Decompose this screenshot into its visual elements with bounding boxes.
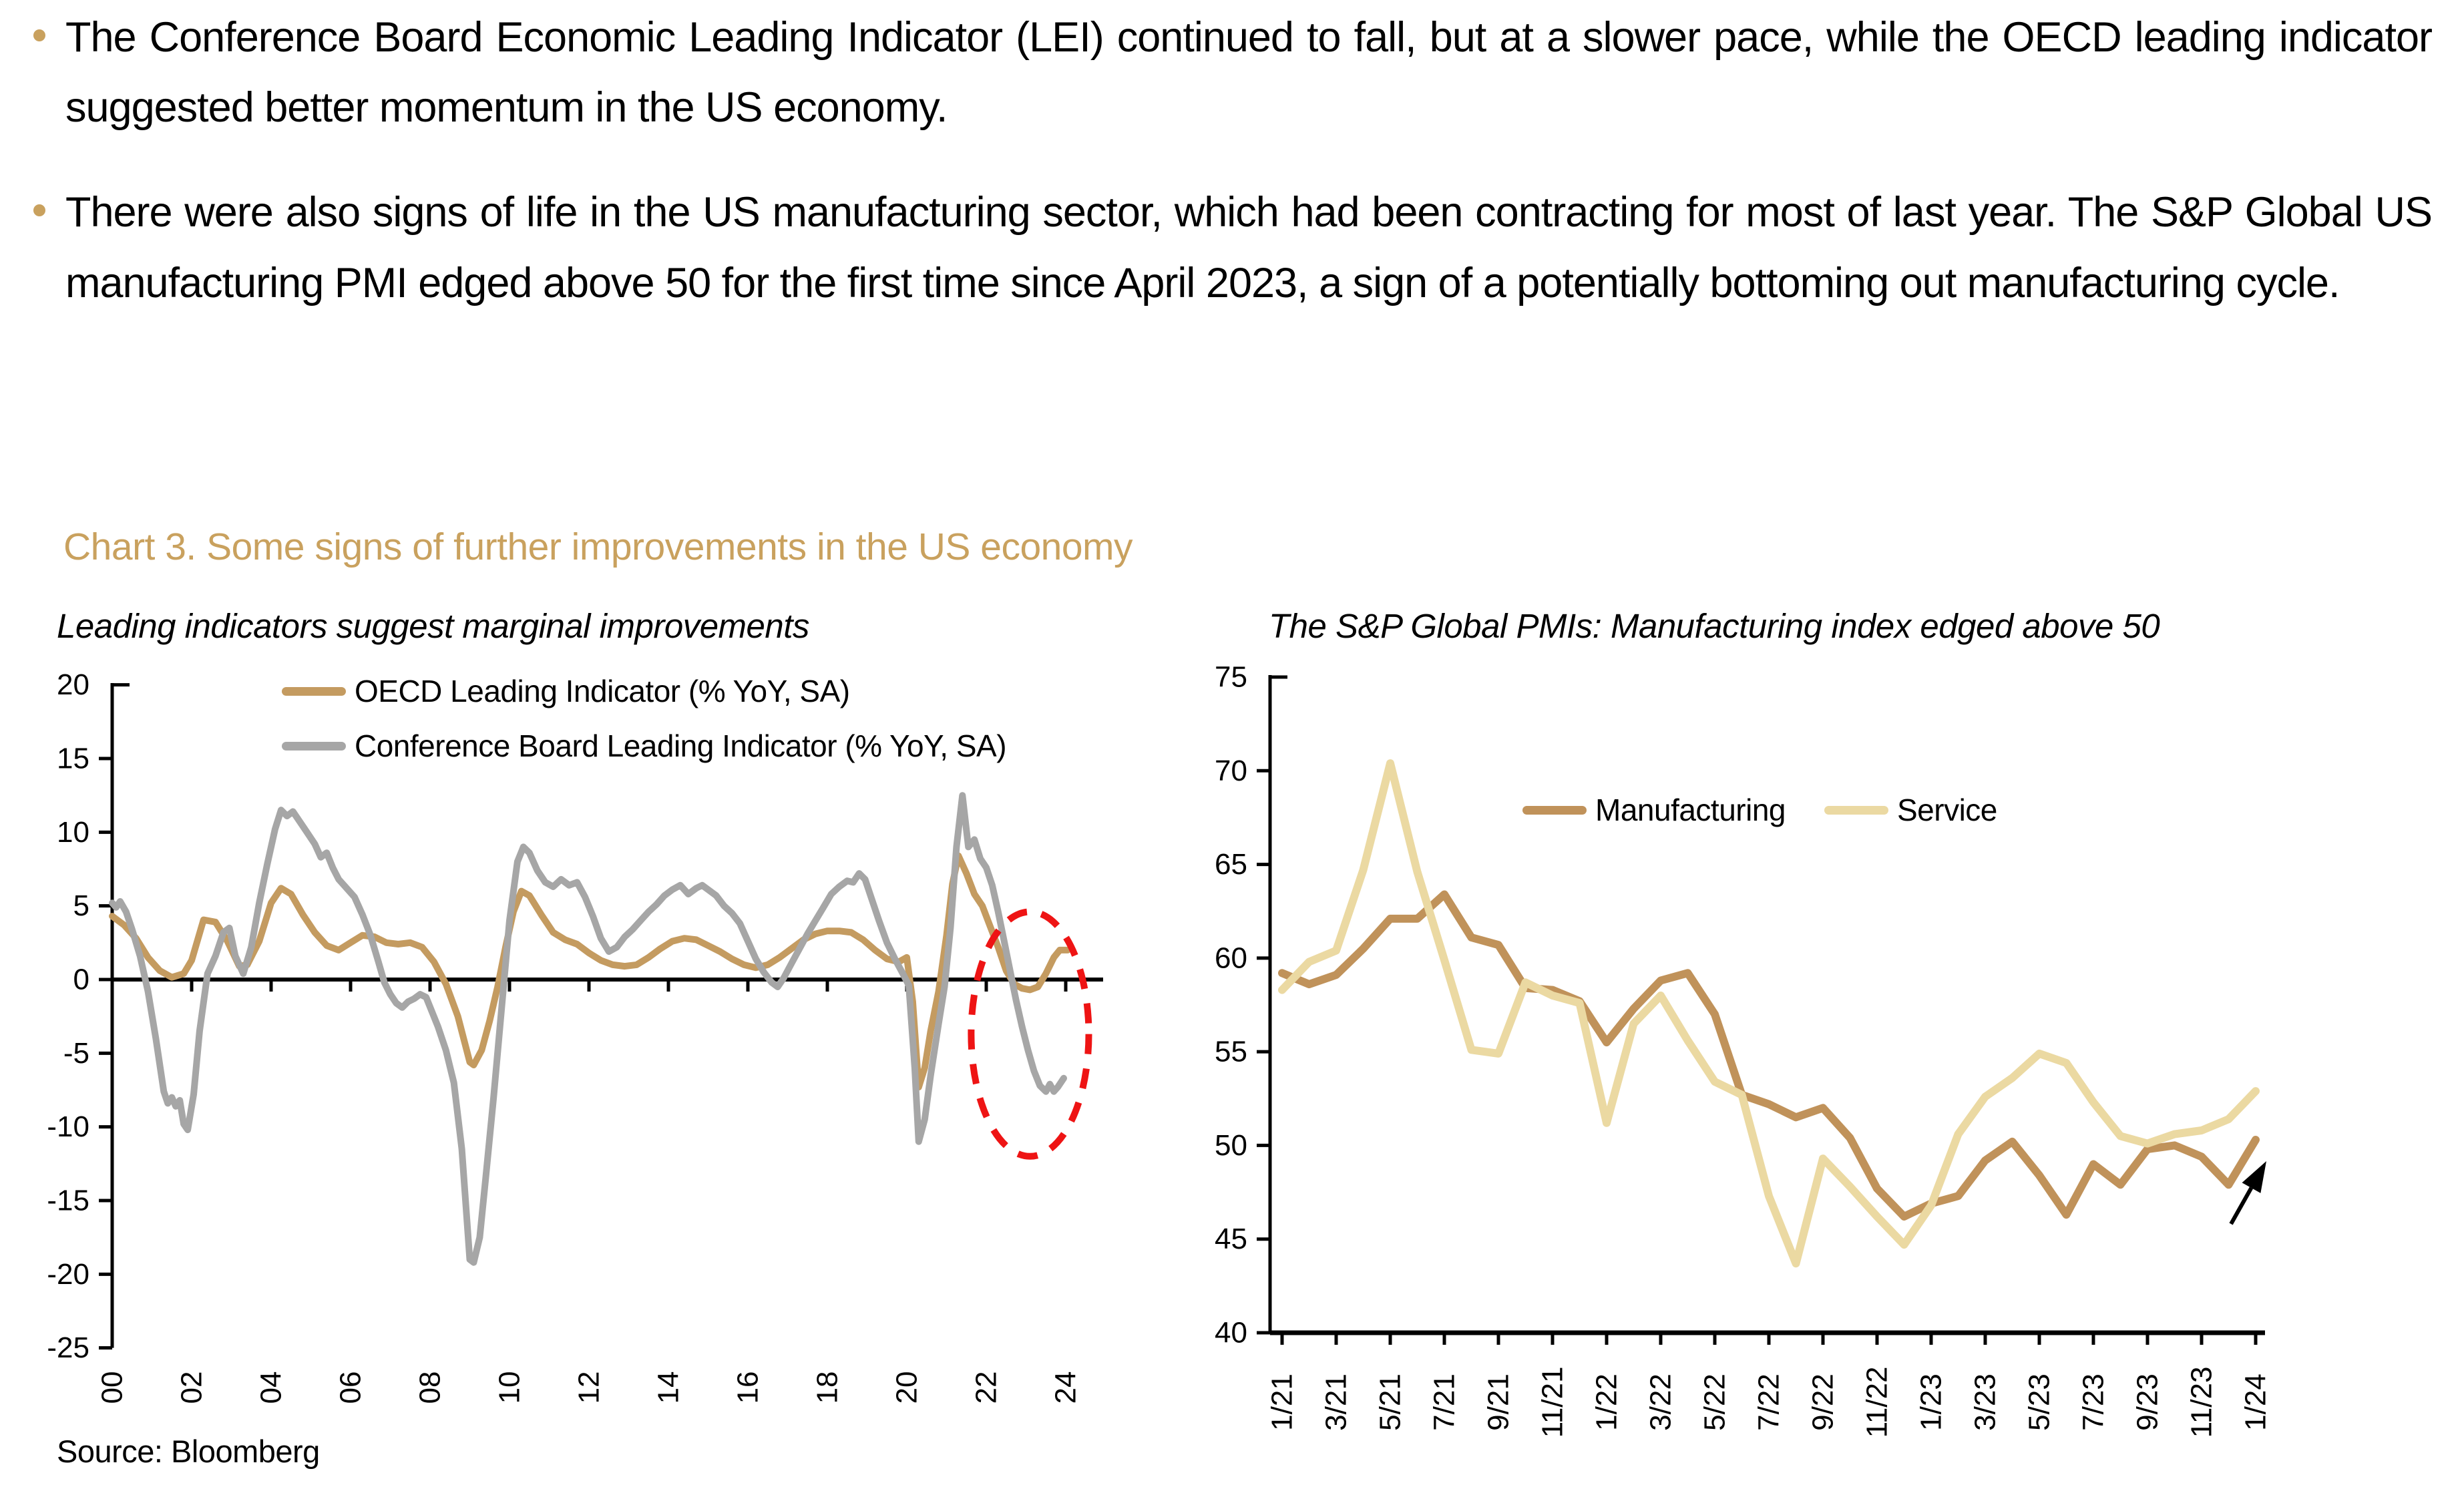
right-chart-x-tick-label: 11/22: [1860, 1366, 1894, 1438]
right-chart-x-tick-label: 1/22: [1590, 1373, 1623, 1431]
right-chart-x-tick-label: 7/21: [1428, 1373, 1461, 1431]
left-chart-subtitle: Leading indicators suggest marginal improvements: [57, 607, 809, 645]
oecd-line-swatch-icon: [282, 687, 346, 696]
right-chart-x-tick-label: 11/21: [1536, 1366, 1569, 1438]
highlight-ellipse: [971, 911, 1088, 1156]
manufacturing-line-swatch-icon: [1522, 806, 1587, 815]
legend-item-oecd: [282, 664, 1006, 718]
service-line: [1282, 763, 2256, 1263]
left-chart-y-tick-label: -5: [63, 1036, 89, 1070]
annotation-arrow-head-icon: [2242, 1161, 2266, 1193]
legend-label-manufacturing: Manufacturing: [1595, 793, 1786, 827]
bullet-text-1: The Conference Board Economic Leading Indicator (LEI) continued to fall, but at a slower pace, while the OECD leading indicator suggested better momentum in the US economy.: [65, 14, 2432, 132]
right-chart-y-tick-label: 55: [1215, 1035, 1247, 1068]
bullet-item-1: [33, 3, 2432, 143]
left-chart-x-tick-label: 14: [652, 1371, 685, 1404]
right-chart-legend: [1522, 787, 1997, 833]
legend-label-service: Service: [1897, 793, 1997, 827]
right-chart-y-tick-label: 70: [1215, 754, 1247, 787]
legend-label-oecd: OECD Leading Indicator (% YoY, SA): [355, 674, 850, 708]
left-chart-x-tick-label: 16: [731, 1371, 765, 1404]
left-chart-legend: [282, 664, 1006, 773]
legend-item-conference: [282, 718, 1006, 773]
left-chart-x-tick-label: 18: [811, 1371, 844, 1404]
bullet-icon: [33, 204, 45, 216]
left-chart-x-tick-label: 20: [890, 1371, 923, 1404]
right-chart-x-tick-label: 9/23: [2131, 1373, 2164, 1431]
right-chart-x-tick-label: 7/22: [1752, 1373, 1786, 1431]
right-chart-x-tick-label: 9/22: [1806, 1373, 1840, 1431]
left-chart-x-tick-label: 12: [572, 1371, 606, 1404]
right-chart-x-tick-label: 3/23: [1969, 1373, 2002, 1431]
oecd-line: [112, 856, 1068, 1088]
left-chart-y-tick-label: -20: [47, 1257, 89, 1291]
summary-bullets: [33, 3, 2432, 353]
right-chart-y-tick-label: 40: [1215, 1316, 1247, 1349]
right-chart-y-tick-label: 65: [1215, 848, 1247, 881]
left-chart-x-tick-label: 02: [175, 1371, 208, 1404]
left-chart-x-tick-label: 08: [413, 1371, 447, 1404]
legend-label-conference: Conference Board Leading Indicator (% YoY, SA): [355, 728, 1007, 763]
right-chart-y-tick-label: 60: [1215, 941, 1247, 975]
charts-canvas: [0, 654, 2464, 1489]
right-chart-x-tick-label: 1/21: [1265, 1373, 1299, 1431]
bullet-icon: [33, 29, 45, 41]
right-chart-x-tick-label: 5/22: [1698, 1373, 1731, 1431]
left-chart: [47, 668, 1103, 1404]
left-chart-y-tick-label: 0: [73, 963, 89, 996]
left-chart-x-tick-label: 24: [1049, 1371, 1082, 1404]
right-chart-x-tick-label: 5/23: [2023, 1373, 2056, 1431]
right-chart-x-tick-label: 1/23: [1914, 1373, 1948, 1431]
legend-item-manufacturing: [1522, 787, 1786, 833]
right-chart-x-tick-label: 3/22: [1644, 1373, 1677, 1431]
right-chart-y-tick-label: 45: [1215, 1223, 1247, 1256]
annotation-arrow-shaft: [2231, 1188, 2251, 1224]
right-chart-y-tick-label: 75: [1215, 660, 1247, 694]
right-chart-x-tick-label: 5/21: [1374, 1373, 1407, 1431]
left-chart-x-tick-label: 10: [493, 1371, 526, 1404]
left-chart-x-tick-label: 06: [334, 1371, 367, 1404]
right-chart-subtitle: The S&P Global PMIs: Manufacturing index edged above 50: [1269, 607, 2160, 645]
left-chart-y-tick-label: 5: [73, 889, 89, 923]
right-chart-x-tick-label: 7/23: [2077, 1373, 2110, 1431]
conference-line-swatch-icon: [282, 742, 346, 751]
left-chart-x-tick-label: 22: [970, 1371, 1003, 1404]
right-chart-x-tick-label: 3/21: [1319, 1373, 1353, 1431]
right-chart-y-tick-label: 50: [1215, 1128, 1247, 1162]
left-chart-y-tick-label: 15: [57, 742, 89, 775]
left-chart-y-tick-label: -10: [47, 1110, 89, 1144]
left-chart-y-tick-label: -15: [47, 1184, 89, 1217]
bullet-text-2: There were also signs of life in the US manufacturing sector, which had been contracting for most of last year. The S&P Global US manufacturing PMI edged above 50 for the first time since April 2023, a sign of a potentially bottoming out manufacturing cycle.: [65, 189, 2432, 306]
left-chart-x-tick-label: 00: [95, 1371, 129, 1404]
conference-board-line: [112, 795, 1064, 1263]
source-note: Source: Bloomberg: [57, 1434, 320, 1469]
legend-item-service: [1824, 787, 1997, 833]
manufacturing-line: [1282, 895, 2256, 1217]
right-chart-x-tick-label: 11/23: [2185, 1366, 2218, 1438]
left-chart-y-tick-label: -25: [47, 1331, 89, 1365]
right-chart: [1215, 661, 2272, 1438]
bullet-item-2: [33, 178, 2432, 318]
left-chart-x-tick-label: 04: [254, 1371, 288, 1404]
right-chart-x-tick-label: 1/24: [2239, 1373, 2272, 1431]
left-chart-y-tick-label: 20: [57, 668, 89, 702]
right-chart-x-tick-label: 9/21: [1482, 1373, 1515, 1431]
left-chart-y-tick-label: 10: [57, 815, 89, 849]
chart-section-title: Chart 3. Some signs of further improvements in the US economy: [63, 525, 1133, 568]
service-line-swatch-icon: [1824, 806, 1888, 815]
